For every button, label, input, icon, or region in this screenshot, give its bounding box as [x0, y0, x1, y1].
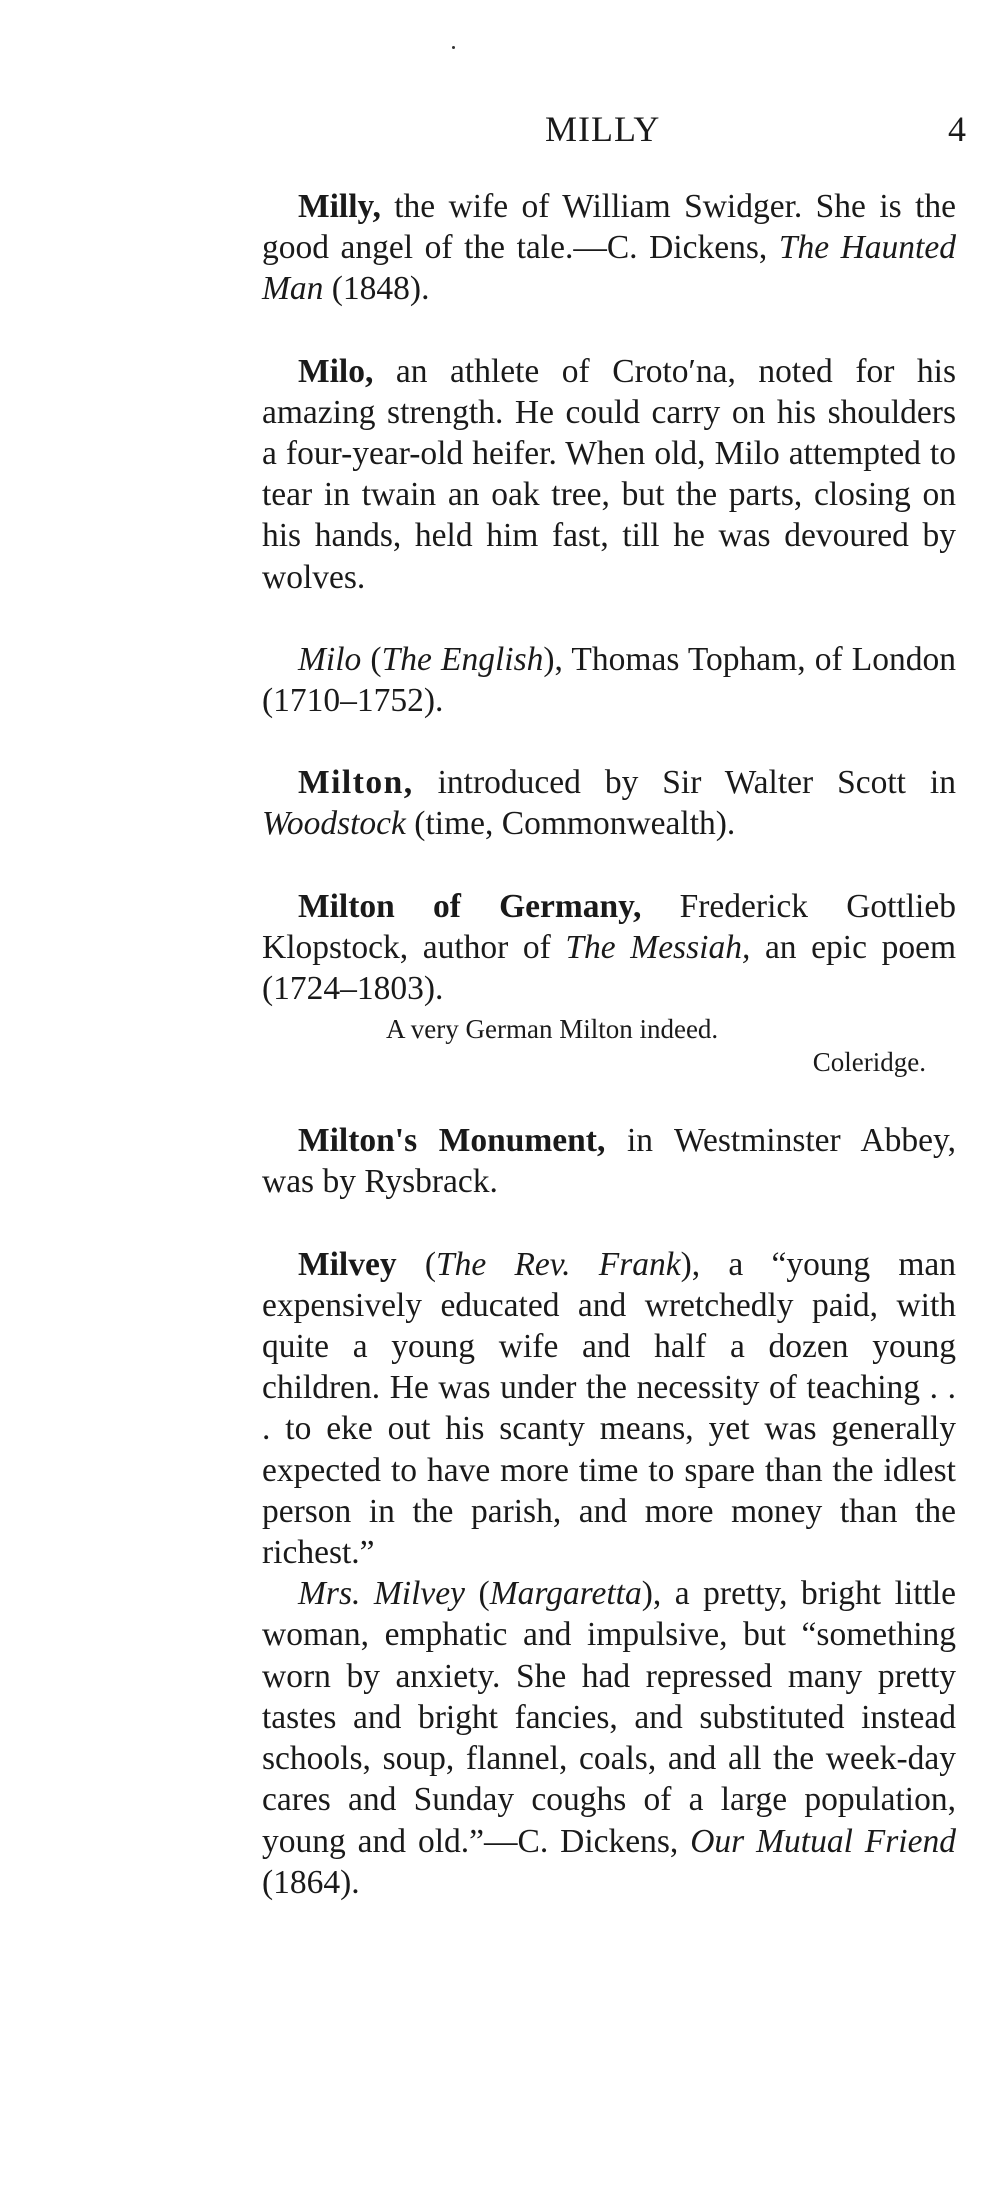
entry-paragraph	[262, 886, 956, 1010]
entry-paren: (	[361, 640, 382, 678]
entry-text-tail: (1864).	[262, 1863, 360, 1901]
running-title: MILLY	[545, 109, 661, 149]
entry-headword: Milvey	[298, 1245, 397, 1283]
entry-subhead: Mrs. Milvey	[298, 1575, 466, 1613]
entry-milton-of-germany	[262, 886, 956, 1080]
entry-epithet: The Rev. Frank	[435, 1245, 681, 1283]
entry-subparagraph	[262, 1573, 956, 1903]
entry-text-tail: an epic poem (1724–1803).	[262, 928, 957, 1008]
entry-paragraph	[262, 1120, 956, 1202]
entry-text: ), Thomas Topham, of London (1710–1752).	[262, 640, 956, 720]
entry-paragraph	[262, 639, 956, 721]
dictionary-column	[262, 186, 956, 1944]
entry-headword: Milton,	[298, 764, 414, 802]
entry-subname: Margaretta	[489, 1575, 642, 1613]
entry-milo	[262, 351, 956, 598]
page-number: 4	[948, 109, 966, 149]
entry-text: Frederick Gottlieb Klopstock, author of	[262, 887, 956, 966]
entry-paragraph	[262, 762, 956, 844]
running-head	[0, 108, 1000, 152]
entry-subtext: ), a pretty, bright little woman, emphatic and impulsive, but “something worn by anxiety. She had repressed many pretty tastes and bright fancies, and substituted instead schools, soup, flannel, coals, and all the week-day cares and Sunday coughs of a large population, young and old.”—C. Dickens,	[262, 1575, 957, 1860]
entry-miltons-monument	[262, 1120, 956, 1202]
entry-paragraph	[262, 1244, 956, 1574]
entry-text: an athlete of Croto′na, noted for his amazing strength. He could carry on his shoulders a four-year-old heifer. When old, Milo attempted to tear in twain an oak tree, but the parts, closing on his hands, held him fast, till he was devoured by wolves.	[262, 352, 956, 596]
entry-text-tail: (1848).	[323, 270, 430, 308]
entry-headword: Milo	[298, 640, 362, 678]
quote-attribution: Coleridge.	[812, 1047, 926, 1078]
entry-work-title: The Haunted Man	[262, 229, 956, 308]
entry-work-title: The Messiah,	[565, 928, 751, 966]
entry-milvey	[262, 1244, 956, 1903]
entry-text: ), a “young man expensively educated and wretchedly paid, with quite a young wife and half a dozen young children. He was under the necessity of teaching . . . to eke out his scanty means, yet was generally expected to have more time to spare than the idlest person in the parish, and more money than the richest.”	[262, 1245, 956, 1572]
entry-text: in Westminster Abbey, was by Rysbrack.	[262, 1122, 956, 1201]
entry-text: introduced by Sir Walter Scott in	[413, 764, 956, 802]
entry-paren: (	[465, 1575, 490, 1613]
entry-epithet: The English	[381, 640, 544, 678]
entry-milton	[262, 762, 956, 844]
entry-headword: Milton's Monument,	[298, 1122, 606, 1160]
entry-paren: (	[396, 1245, 436, 1283]
printer-mark	[452, 46, 455, 49]
entry-headword: Milly,	[298, 188, 381, 225]
entry-paragraph	[262, 351, 956, 598]
block-quote	[262, 1013, 956, 1079]
entry-work-title: Our Mutual Friend	[690, 1822, 956, 1860]
entry-work-title: Woodstock	[262, 805, 406, 843]
entry-text-tail: (time, Commonwealth).	[405, 805, 736, 843]
quote-text: A very German Milton indeed.	[386, 1014, 719, 1045]
entry-paragraph	[262, 186, 956, 310]
entry-headword: Milo,	[298, 352, 374, 390]
entry-milo-the-english	[262, 639, 956, 721]
entry-milly	[262, 186, 956, 310]
entry-text: the wife of William Swidger. She is the good angel of the tale.—C. Dickens,	[262, 188, 956, 267]
entry-headword: Milton of Germany,	[298, 887, 642, 925]
